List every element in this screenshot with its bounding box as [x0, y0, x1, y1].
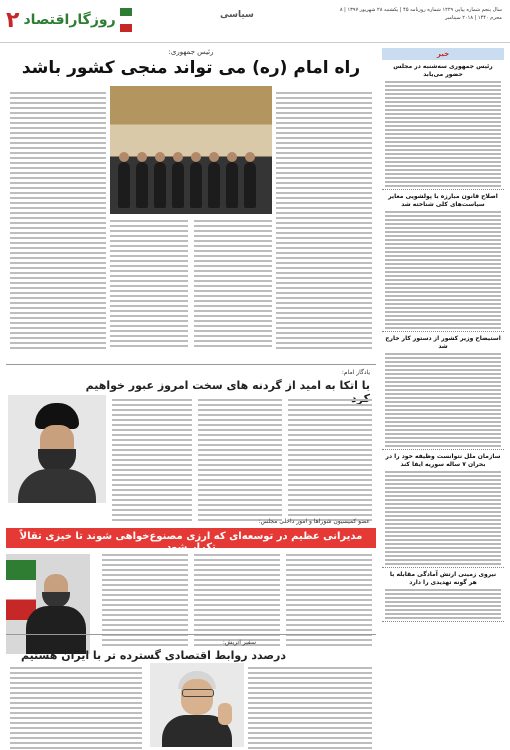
lead-photo	[110, 86, 272, 214]
sidebar-news-body	[385, 211, 501, 329]
sidebar-news-item[interactable]	[382, 190, 504, 332]
quote-kicker: یادگار امام:	[341, 369, 370, 376]
sidebar-news-body	[385, 589, 501, 619]
news-sidebar	[382, 48, 504, 746]
issue-info: سال پنجم شماره پیاپی ۱۲۲۹ شماره روزنامه ۴۵ | یکشنبه ۲۸ شهریور ۱۳۹۷ | ۸ محرم ۱۴۴۰ | ۲۰۱۸ سپتامبر	[339, 7, 502, 21]
sidebar-news-headline: سازمان ملل نتوانست وظیفه خود را در بحران ۷ ساله سوریه ایفا کند	[385, 453, 501, 468]
banner-headline[interactable]: مدیرانی عظیم در توسعه‌ای که ارزی مصنوع‌خواهی شوند تا خیزی تقالاً تکرار شود	[19, 531, 363, 553]
bottom-article	[6, 634, 376, 747]
quote-article	[6, 364, 376, 515]
sidebar-news-item[interactable]	[382, 450, 504, 568]
quote-headline[interactable]: با اتکا به امید از گردنه های سخت امروز عبور خواهیم	[85, 379, 370, 392]
sidebar-news-headline: استیضاح وزیر کشور از دستور کار خارج شد	[385, 335, 501, 350]
sidebar-news-body	[385, 471, 501, 565]
ambassador-photo	[150, 663, 244, 747]
main-content	[6, 48, 376, 746]
sidebar-news-body	[385, 81, 501, 187]
sidebar-news-body	[385, 353, 501, 447]
portrait-photo	[8, 395, 106, 503]
brand-name: روزگاراقتصاد	[23, 12, 116, 28]
lead-kicker: رئیس جمهوری:	[168, 48, 214, 56]
bottom-headline[interactable]: درصدد روابط اقتصادی گسترده تر با ایران هستیم	[20, 649, 286, 662]
brand-logo	[6, 6, 132, 34]
lead-article-column	[10, 92, 106, 349]
lead-article-column	[110, 220, 188, 347]
lead-headline[interactable]: راه امام (ره) می تواند منجی کشور باشد	[21, 58, 361, 78]
section-label: سیاسی	[220, 10, 254, 20]
lead-article-column	[194, 220, 272, 347]
page-number: ۲	[6, 7, 20, 33]
sidebar-news-headline: رئیس جمهوری سه‌شنبه در مجلس حضور می‌یابد	[393, 63, 493, 78]
banner-article-column	[194, 554, 280, 646]
banner-kicker: عضو کمیسیون شوراها و امور داخلی مجلس:	[258, 518, 370, 525]
sidebar-news-item[interactable]	[382, 568, 504, 622]
quote-article-column	[112, 399, 192, 521]
banner-article-column	[102, 554, 188, 646]
sidebar-news-item[interactable]	[382, 332, 504, 450]
bottom-article-column	[248, 667, 372, 750]
lead-article-column	[276, 92, 372, 349]
quote-article-column	[198, 399, 282, 521]
flag-icon	[120, 8, 132, 32]
sidebar-title: خبر	[382, 48, 504, 60]
sidebar-news-headline: اصلاح قانون مبارزه با پولشویی مغایر سیاست‌های کلی شناخته شد	[388, 193, 498, 208]
banner-article-column	[286, 554, 372, 646]
sidebar-news-item[interactable]	[382, 60, 504, 190]
bottom-article-column	[10, 667, 142, 750]
bottom-kicker: سفیر اتریش:	[222, 639, 256, 646]
masthead	[0, 0, 510, 43]
sidebar-news-headline: نیروی زمینی ارتش آمادگی مقابله با هر گونه تهدیدی را دارد	[389, 571, 497, 586]
quote-article-column	[288, 399, 372, 521]
